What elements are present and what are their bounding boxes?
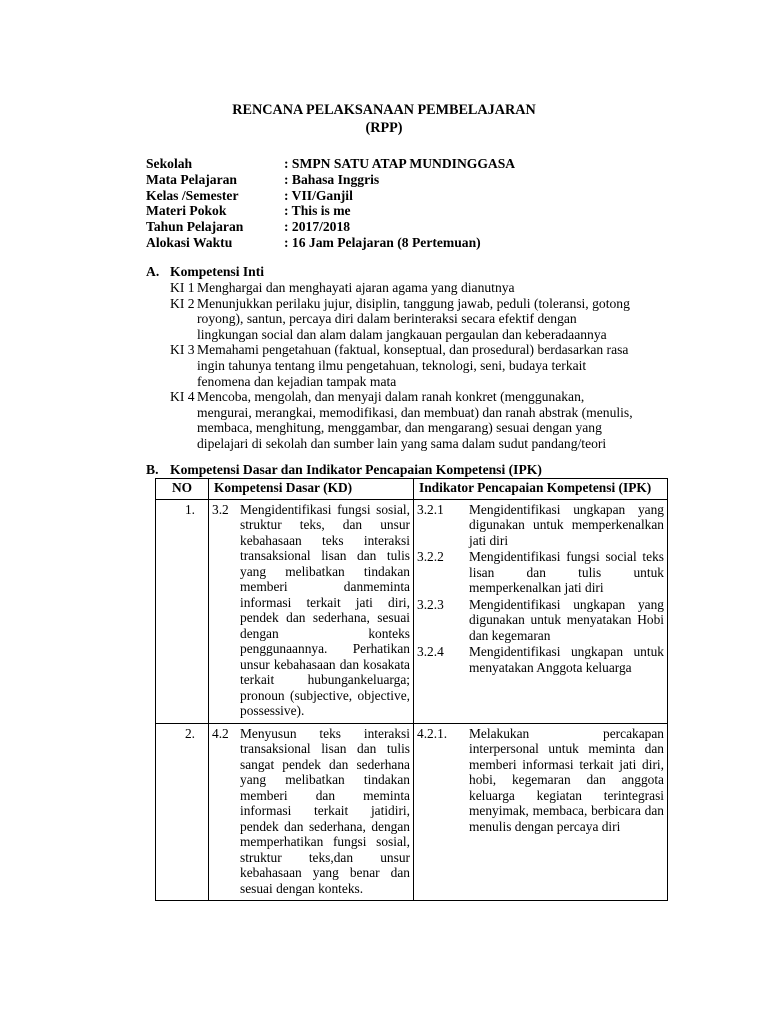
info-value: : Bahasa Inggris <box>284 171 380 187</box>
info-value: : VII/Ganjil <box>284 187 353 203</box>
info-label: Sekolah <box>146 156 193 171</box>
ipk-text: Melakukan percakapan interpersonal untuk meminta dan memberi informasi terkait jati diri, hobi, kegemaran dan anggota keluarga kegiatan terintegrasi menyimak, membaca, berbicara dan menulis dengan percaya diri <box>469 725 664 834</box>
ipk-item <box>417 726 664 835</box>
info-label: Tahun Pelajaran <box>146 219 244 235</box>
section-title: Kompetensi Dasar dan Indikator Pencapaian Kompetensi (IPK) <box>170 462 542 477</box>
ipk-item <box>417 502 664 549</box>
ki-line: royong), santun, percaya diri dalam berinteraksi secara efektif dengan <box>197 311 577 327</box>
ki-code: KI 1 <box>170 280 195 295</box>
info-row <box>146 188 515 204</box>
kd-text: Menyusun teks interaksi transaksional lisan dan tulis sangat pendek dan sederhana yang melibatkan tindakan memberi dan meminta informasi terkait jatidiri, pendek dan sederhana, dengan memperhatikan fungsi sosial, struktur teks,dan unsur kebahasaan yang benar dan sesuai dengan konteks. <box>240 725 410 896</box>
ki-line: fenomena dan kejadian tampak mata <box>197 373 397 389</box>
kd-ipk-table <box>155 478 668 901</box>
info-row <box>146 235 515 251</box>
ipk-code: 3.2.2 <box>417 549 444 564</box>
ipk-text: Mengidentifikasi ungkapan yang digunakan untuk memperkenalkan jati diri <box>469 501 664 548</box>
ki-line: Menunjukkan perilaku jujur, disiplin, tanggung jawab, peduli (toleransi, gotong <box>197 295 630 311</box>
ki-item <box>170 296 650 327</box>
kd-cell <box>209 723 414 901</box>
ki-line: membaca, menghitung, menggambar, dan mengarang) sesuai dengan yang <box>197 420 602 436</box>
kd-cell <box>209 499 414 723</box>
table-header-row <box>156 479 668 500</box>
info-value: : 16 Jam Pelajaran (8 Pertemuan) <box>284 234 481 250</box>
info-row <box>146 172 515 188</box>
row-number: 2. <box>156 723 209 901</box>
kd-code: 4.2 <box>212 725 229 741</box>
section-title: Kompetensi Inti <box>170 264 265 279</box>
section-letter: B. <box>146 462 159 477</box>
ipk-code: 4.2.1. <box>417 725 448 741</box>
ipk-item <box>417 549 664 596</box>
section-b-heading <box>146 462 542 478</box>
info-value: : 2017/2018 <box>284 219 351 235</box>
ipk-item <box>417 644 664 675</box>
info-label: Mata Pelajaran <box>146 171 237 187</box>
ipk-code: 3.2.1 <box>417 501 444 517</box>
ipk-text: Mengidentifikasi ungkapan yang digunakan untuk menyatakan Hobi dan kegemaran <box>469 596 664 643</box>
ki-line: Memahami pengetahuan (faktual, konseptual, dan prosedural) berdasarkan rasa <box>197 342 629 358</box>
ipk-text: Mengidentifikasi ungkapan untuk menyatakan Anggota keluarga <box>469 644 664 675</box>
ki-line: lingkungan social dan alam dalam jangkauan pergaulan dan keberadaannya <box>197 326 607 342</box>
ki-item <box>170 389 650 451</box>
document-subtitle: (RPP) <box>365 120 403 136</box>
ki-line: ingin tahunya tentang ilmu pengetahuan, teknologi, seni, budaya terkait <box>197 357 587 373</box>
info-row <box>146 156 515 172</box>
ki-code: KI 3 <box>170 342 195 358</box>
ipk-item <box>417 597 664 644</box>
identity-block <box>146 156 515 251</box>
section-letter: A. <box>146 264 160 279</box>
info-row <box>146 203 515 219</box>
info-label: Kelas /Semester <box>146 187 239 203</box>
ipk-cell <box>414 723 668 901</box>
ki-line: dipelajari di sekolah dan sumber lain yang sama dalam sudut pandang/teori <box>197 435 607 451</box>
info-row <box>146 219 515 235</box>
info-label: Materi Pokok <box>146 203 227 219</box>
ipk-cell <box>414 499 668 723</box>
kd-code: 3.2 <box>212 501 229 517</box>
table-row <box>156 723 668 901</box>
ipk-code: 3.2.3 <box>417 596 444 612</box>
kompetensi-inti-list <box>170 280 650 452</box>
document-title: RENCANA PELAKSANAAN PEMBELAJARAN <box>232 102 536 118</box>
info-label: Alokasi Waktu <box>146 234 233 250</box>
ki-line: Mencoba, mengolah, dan menyaji dalam ranah konkret (menggunakan, <box>197 389 585 405</box>
ipk-text: Mengidentifikasi fungsi social teks lisan dan tulis untuk memperkenalkan jati diri <box>469 549 664 595</box>
ki-item <box>170 280 650 296</box>
table-row <box>156 499 668 723</box>
section-a-heading <box>146 264 264 280</box>
ki-line: mengurai, merangkai, memodifikasi, dan membuat) dan ranah abstrak (menulis, <box>197 404 633 420</box>
row-number: 1. <box>156 499 209 723</box>
ki-line: Menghargai dan menghayati ajaran agama yang dianutnya <box>197 280 515 295</box>
header-kd: Kompetensi Dasar (KD) <box>209 479 414 500</box>
header-no: NO <box>156 479 209 500</box>
ipk-code: 3.2.4 <box>417 644 444 659</box>
kd-text: Mengidentifikasi fungsi sosial, struktur teks, dan unsur kebahasaan teks interaksi transaksional lisan dan tulis yang melibatkan tindakan memberi danmeminta informasi terkait jati diri, pendek dan sederhana, sesuai dengan konteks penggunaannya. Perhatikan unsur kebahasaan dan kosakata terkait hubungankeluarga; pronoun (subjective, objective, possessive). <box>240 501 410 718</box>
header-ipk: Indikator Pencapaian Kompetensi (IPK) <box>414 479 668 500</box>
ki-code: KI 2 <box>170 295 195 311</box>
info-value: : SMPN SATU ATAP MUNDINGGASA <box>284 156 516 171</box>
ki-code: KI 4 <box>170 389 195 405</box>
info-value: : This is me <box>284 203 351 219</box>
ki-item <box>170 342 650 373</box>
